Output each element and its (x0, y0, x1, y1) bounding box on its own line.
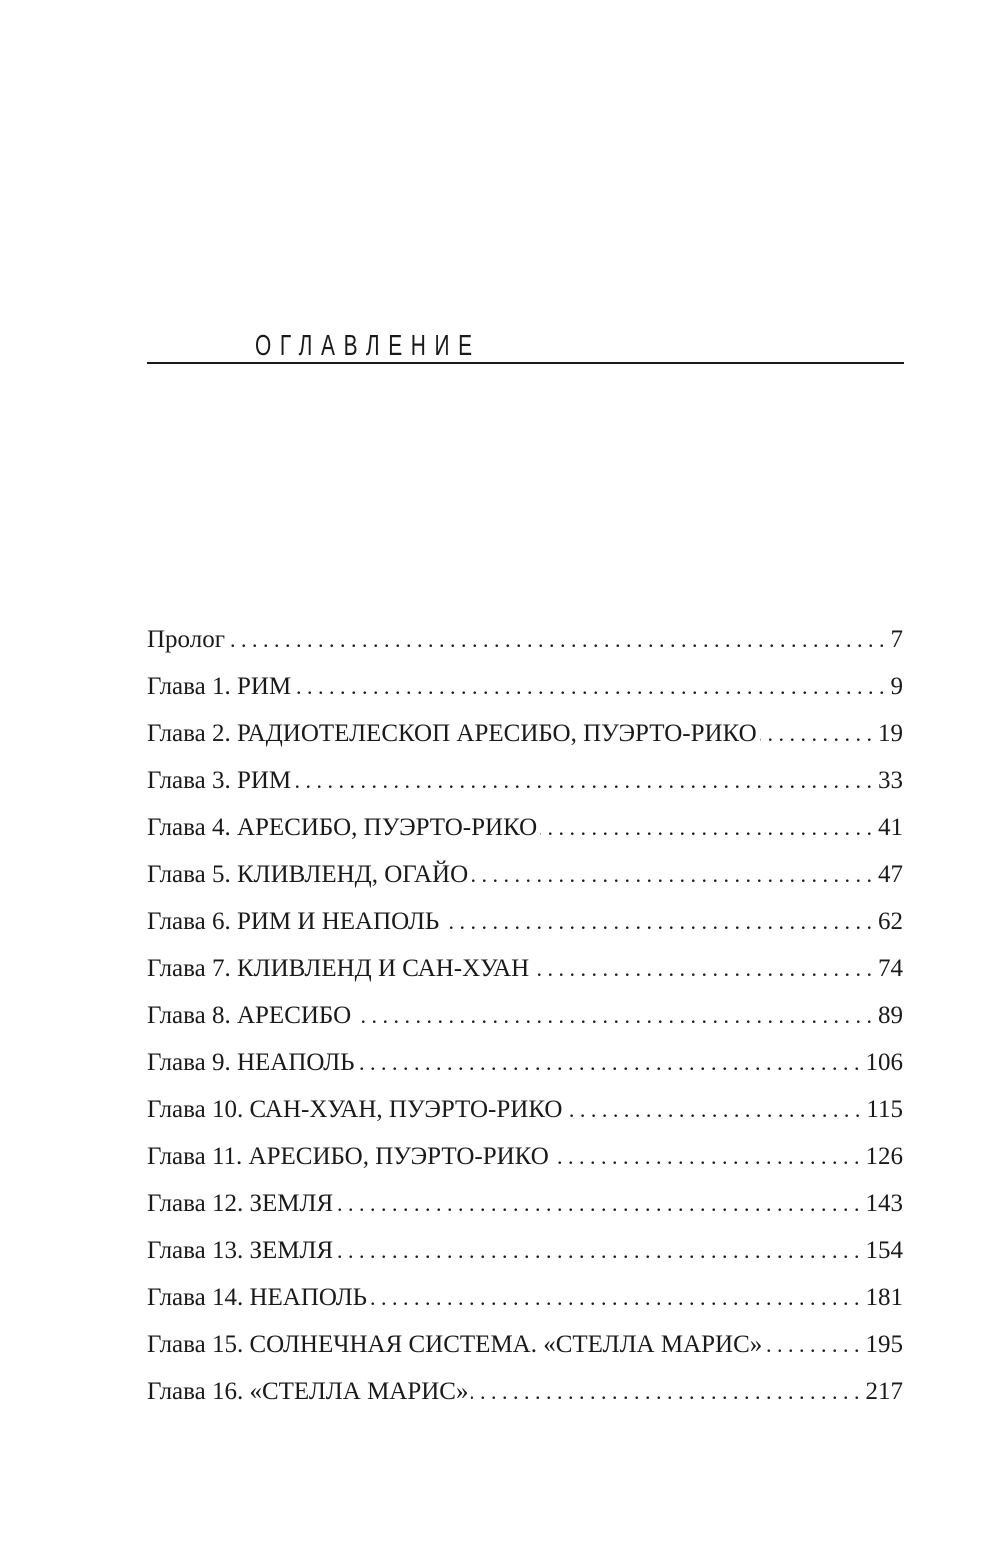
toc-entry-page: 181 (865, 1284, 903, 1311)
toc-entry-page: 115 (866, 1096, 903, 1123)
toc-entry (147, 663, 903, 710)
toc-entry (147, 616, 903, 663)
dot-leader (354, 992, 872, 1039)
toc-entry-title: Пролог (147, 626, 225, 653)
toc-entry (147, 851, 903, 898)
dot-leader (442, 898, 872, 945)
toc-entry (147, 1086, 903, 1133)
toc-entry (147, 1039, 903, 1086)
toc-entry-page: 47 (878, 861, 903, 888)
toc-entry-page: 62 (878, 908, 903, 935)
toc-entry-title: Глава 13. ЗЕМЛЯ (147, 1237, 334, 1264)
toc-entry (147, 757, 903, 804)
dot-leader (471, 851, 872, 898)
toc-entry-title: Глава 1. РИМ (147, 673, 292, 700)
toc-entry-page: 217 (865, 1378, 903, 1405)
toc-entry (147, 1368, 903, 1415)
toc-entry (147, 1180, 903, 1227)
dot-leader (532, 945, 872, 992)
dot-leader (294, 757, 872, 804)
toc-entry-title: Глава 16. «СТЕЛЛА МАРИС» (147, 1378, 469, 1405)
toc-entry (147, 1133, 903, 1180)
dot-leader (565, 1086, 860, 1133)
dot-leader (358, 1039, 860, 1086)
toc-entry (147, 1274, 903, 1321)
toc-entry-page: 9 (890, 673, 903, 700)
toc-entry (147, 992, 903, 1039)
toc-entry-page: 89 (878, 1002, 903, 1029)
toc-entry (147, 898, 903, 945)
toc-entry-title: Глава 2. РАДИОТЕЛЕСКОП АРЕСИБО, ПУЭРТО-РИКО (147, 720, 757, 747)
table-of-contents (147, 616, 903, 1415)
toc-entry (147, 1227, 903, 1274)
toc-heading: ОГЛАВЛЕНИЕ (255, 330, 481, 362)
dot-leader (471, 1368, 859, 1415)
dot-leader (228, 616, 885, 663)
toc-entry-title: Глава 7. КЛИВЛЕНД И САН-ХУАН (147, 955, 530, 982)
toc-entry-page: 74 (878, 955, 903, 982)
dot-leader (370, 1274, 859, 1321)
toc-entry (147, 1321, 903, 1368)
toc-entry-title: Глава 11. АРЕСИБО, ПУЭРТО-РИКО (147, 1143, 549, 1170)
dot-leader (294, 663, 884, 710)
toc-entry-page: 7 (890, 626, 903, 653)
toc-entry-title: Глава 14. НЕАПОЛЬ (147, 1284, 368, 1311)
toc-entry (147, 945, 903, 992)
toc-entry-title: Глава 3. РИМ (147, 767, 292, 794)
toc-entry (147, 710, 903, 757)
heading-rule (147, 362, 904, 364)
toc-entry-title: Глава 8. АРЕСИБО (147, 1002, 352, 1029)
toc-entry-title: Глава 4. АРЕСИБО, ПУЭРТО-РИКО (147, 814, 538, 841)
toc-entry-title: Глава 15. СОЛНЕЧНАЯ СИСТЕМА. «СТЕЛЛА МАРИС» (147, 1331, 763, 1358)
toc-entry-title: Глава 6. РИМ И НЕАПОЛЬ (147, 908, 440, 935)
toc-entry-page: 106 (865, 1049, 903, 1076)
toc-entry-title: Глава 12. ЗЕМЛЯ (147, 1190, 334, 1217)
toc-entry-title: Глава 9. НЕАПОЛЬ (147, 1049, 355, 1076)
toc-entry-page: 126 (865, 1143, 903, 1170)
dot-leader (540, 804, 872, 851)
dot-leader (336, 1180, 859, 1227)
toc-entry-title: Глава 10. САН-ХУАН, ПУЭРТО-РИКО (147, 1096, 563, 1123)
dot-leader (760, 710, 872, 757)
toc-entry-page: 33 (878, 767, 903, 794)
toc-entry-title: Глава 5. КЛИВЛЕНД, ОГАЙО (147, 861, 469, 888)
toc-entry-page: 19 (878, 720, 903, 747)
dot-leader (336, 1227, 859, 1274)
dot-leader (552, 1133, 860, 1180)
toc-entry-page: 143 (865, 1190, 903, 1217)
toc-entry (147, 804, 903, 851)
toc-entry-page: 195 (865, 1331, 903, 1358)
toc-entry-page: 41 (878, 814, 903, 841)
dot-leader (765, 1321, 859, 1368)
toc-entry-page: 154 (865, 1237, 903, 1264)
